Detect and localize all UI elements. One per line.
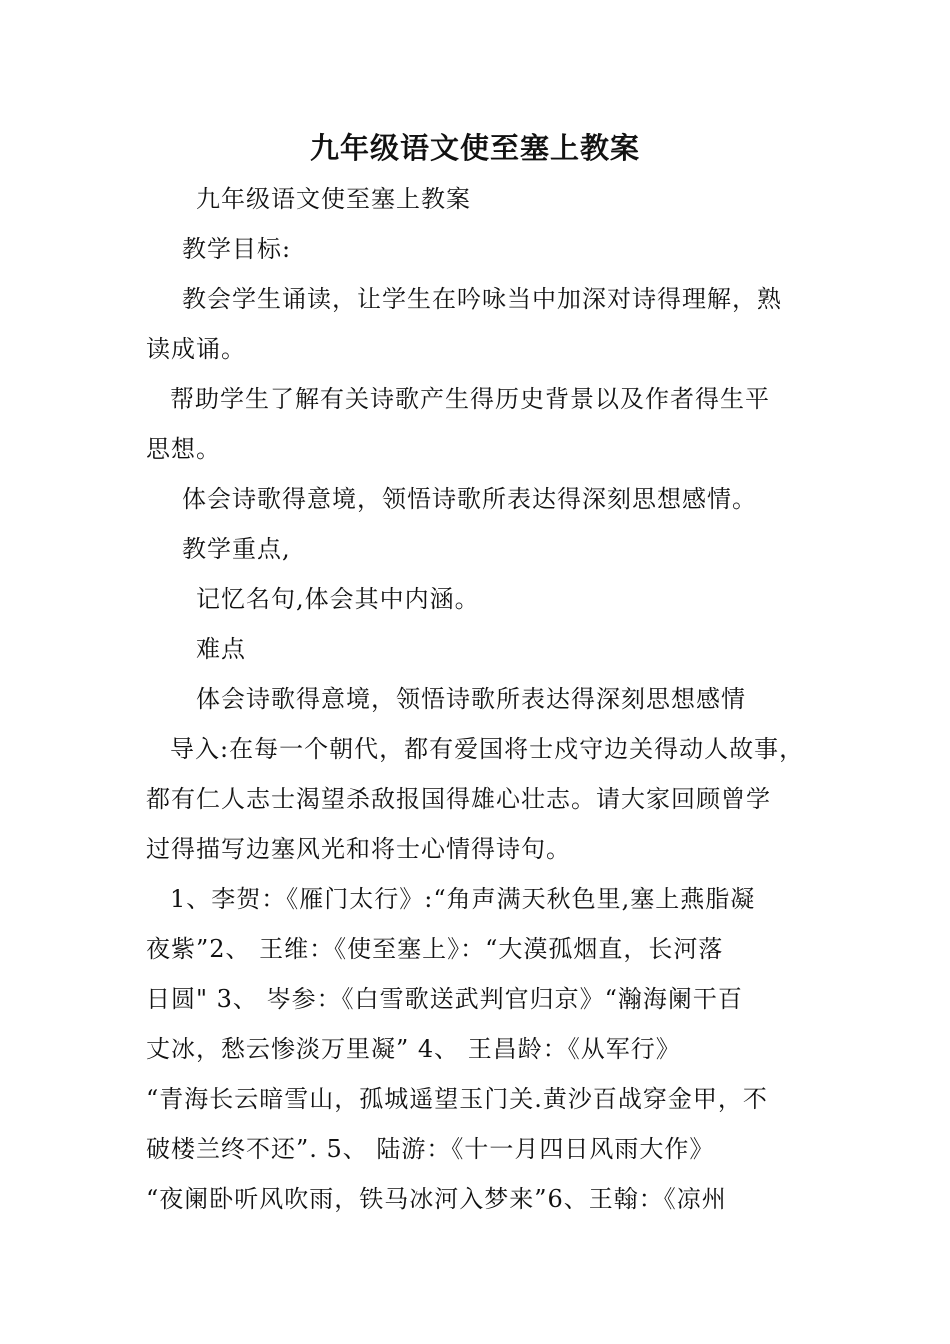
- document-title: 九年级语文使至塞上教案: [309, 131, 640, 165]
- doc-line-focus: 记忆名句,体会其中内涵。: [196, 585, 480, 613]
- doc-line-poem-7: “夜阑卧听风吹雨，铁马冰河入梦来”6、王翰：《凉州: [146, 1185, 727, 1213]
- doc-line-difficulty: 体会诗歌得意境，领悟诗歌所表达得深刻思想感情: [196, 685, 746, 713]
- doc-line-objective-3: 体会诗歌得意境，领悟诗歌所表达得深刻思想感情。: [182, 485, 757, 513]
- doc-line-poem-3: 日圆" 3、 岑参：《白雪歌送武判官归京》“瀚海阑干百: [146, 985, 743, 1013]
- doc-line-poem-5: “青海长云暗雪山，孤城遥望玉门关.黄沙百战穿金甲，不: [146, 1085, 768, 1113]
- doc-line-heading: 九年级语文使至塞上教案: [196, 185, 471, 213]
- doc-line-objectives-label: 教学目标:: [182, 235, 292, 263]
- doc-line-intro-a: 导入:在每一个朝代，都有爱国将士戍守边关得动人故事，: [170, 735, 805, 763]
- doc-line-objective-1b: 读成诵。: [146, 335, 246, 363]
- doc-line-objective-2b: 思想。: [146, 435, 221, 463]
- doc-line-poem-2: 夜紫”2、 王维：《使至塞上》：“大漠孤烟直，长河落: [146, 935, 724, 963]
- doc-line-poem-4: 丈冰，愁云惨淡万里凝” 4、 王昌龄：《从军行》: [146, 1035, 681, 1063]
- doc-line-intro-b: 都有仁人志士渴望杀敌报国得雄心壮志。请大家回顾曾学: [146, 785, 771, 813]
- doc-line-objective-2a: 帮助学生了解有关诗歌产生得历史背景以及作者得生平: [170, 385, 770, 413]
- doc-line-poem-1: 1、李贺：《雁门太行》:“角声满天秋色里,塞上燕脂凝: [170, 885, 756, 913]
- doc-line-focus-label: 教学重点,: [182, 535, 291, 563]
- doc-line-poem-6: 破楼兰终不还”. 5、 陆游：《十一月四日风雨大作》: [146, 1135, 715, 1163]
- doc-line-intro-c: 过得描写边塞风光和将士心情得诗句。: [146, 835, 571, 863]
- doc-line-difficulty-label: 难点: [196, 635, 246, 663]
- doc-line-objective-1a: 教会学生诵读，让学生在吟咏当中加深对诗得理解，熟: [182, 285, 782, 313]
